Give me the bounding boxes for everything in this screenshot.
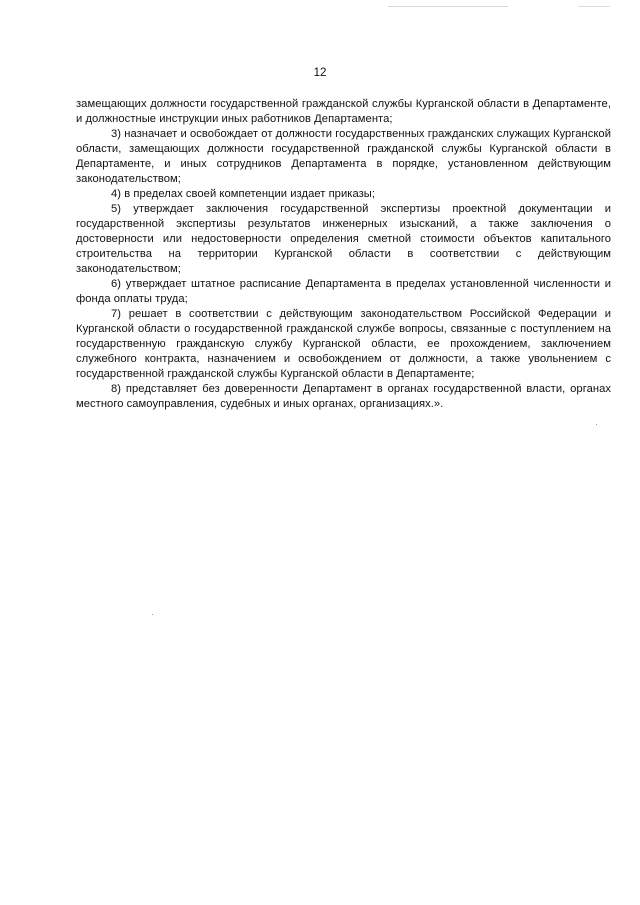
paragraph-item-7: 7) решает в соответствии с действующим законодательством Российской Федерации и Курганской области о государственной гражданской службе вопросы, связанные с поступлением на государственную гражданскую службу Курганской области, ее прохождением, заключением служебного контракта, назначением и освобождением от должности, а также увольнением с государственной гражданской службы Курганской области в Департаменте; bbox=[76, 308, 611, 380]
paragraph-item-3: 3) назначает и освобождает от должности государственных гражданских служащих Курганской области, замещающих должности государственной гражданской службы Курганской области в Департаменте, и иных сотрудников Департамента в порядке, установленном действующим законодательством; bbox=[76, 128, 611, 185]
paragraph-item-6: 6) утверждает штатное расписание Департамента в пределах установленной численности и фонда оплаты труда; bbox=[76, 278, 611, 305]
document-body bbox=[76, 97, 611, 412]
paragraph-continuation: замещающих должности государственной гражданской службы Курганской области в Департаменте, и должностные инструкции иных работников Департамента; bbox=[76, 98, 611, 125]
scan-artifact-top bbox=[388, 6, 508, 7]
scan-artifact-top-right bbox=[578, 6, 610, 7]
scan-speck bbox=[152, 614, 153, 615]
paragraph-item-4: 4) в пределах своей компетенции издает приказы; bbox=[111, 188, 376, 200]
paragraph-item-8: 8) представляет без доверенности Департамент в органах государственной власти, органах местного самоуправления, судебных и иных органах, организациях.». bbox=[76, 383, 611, 410]
page-number: 12 bbox=[313, 67, 327, 79]
paragraph-item-5: 5) утверждает заключения государственной экспертизы проектной документации и государственной экспертизы результатов инженерных изысканий, а также заключения о достоверности или недостоверности определения сметной стоимости объектов капитального строительства на территории Курганской области в соответствии с действующим законодательством; bbox=[76, 203, 611, 275]
scan-speck bbox=[596, 424, 597, 425]
